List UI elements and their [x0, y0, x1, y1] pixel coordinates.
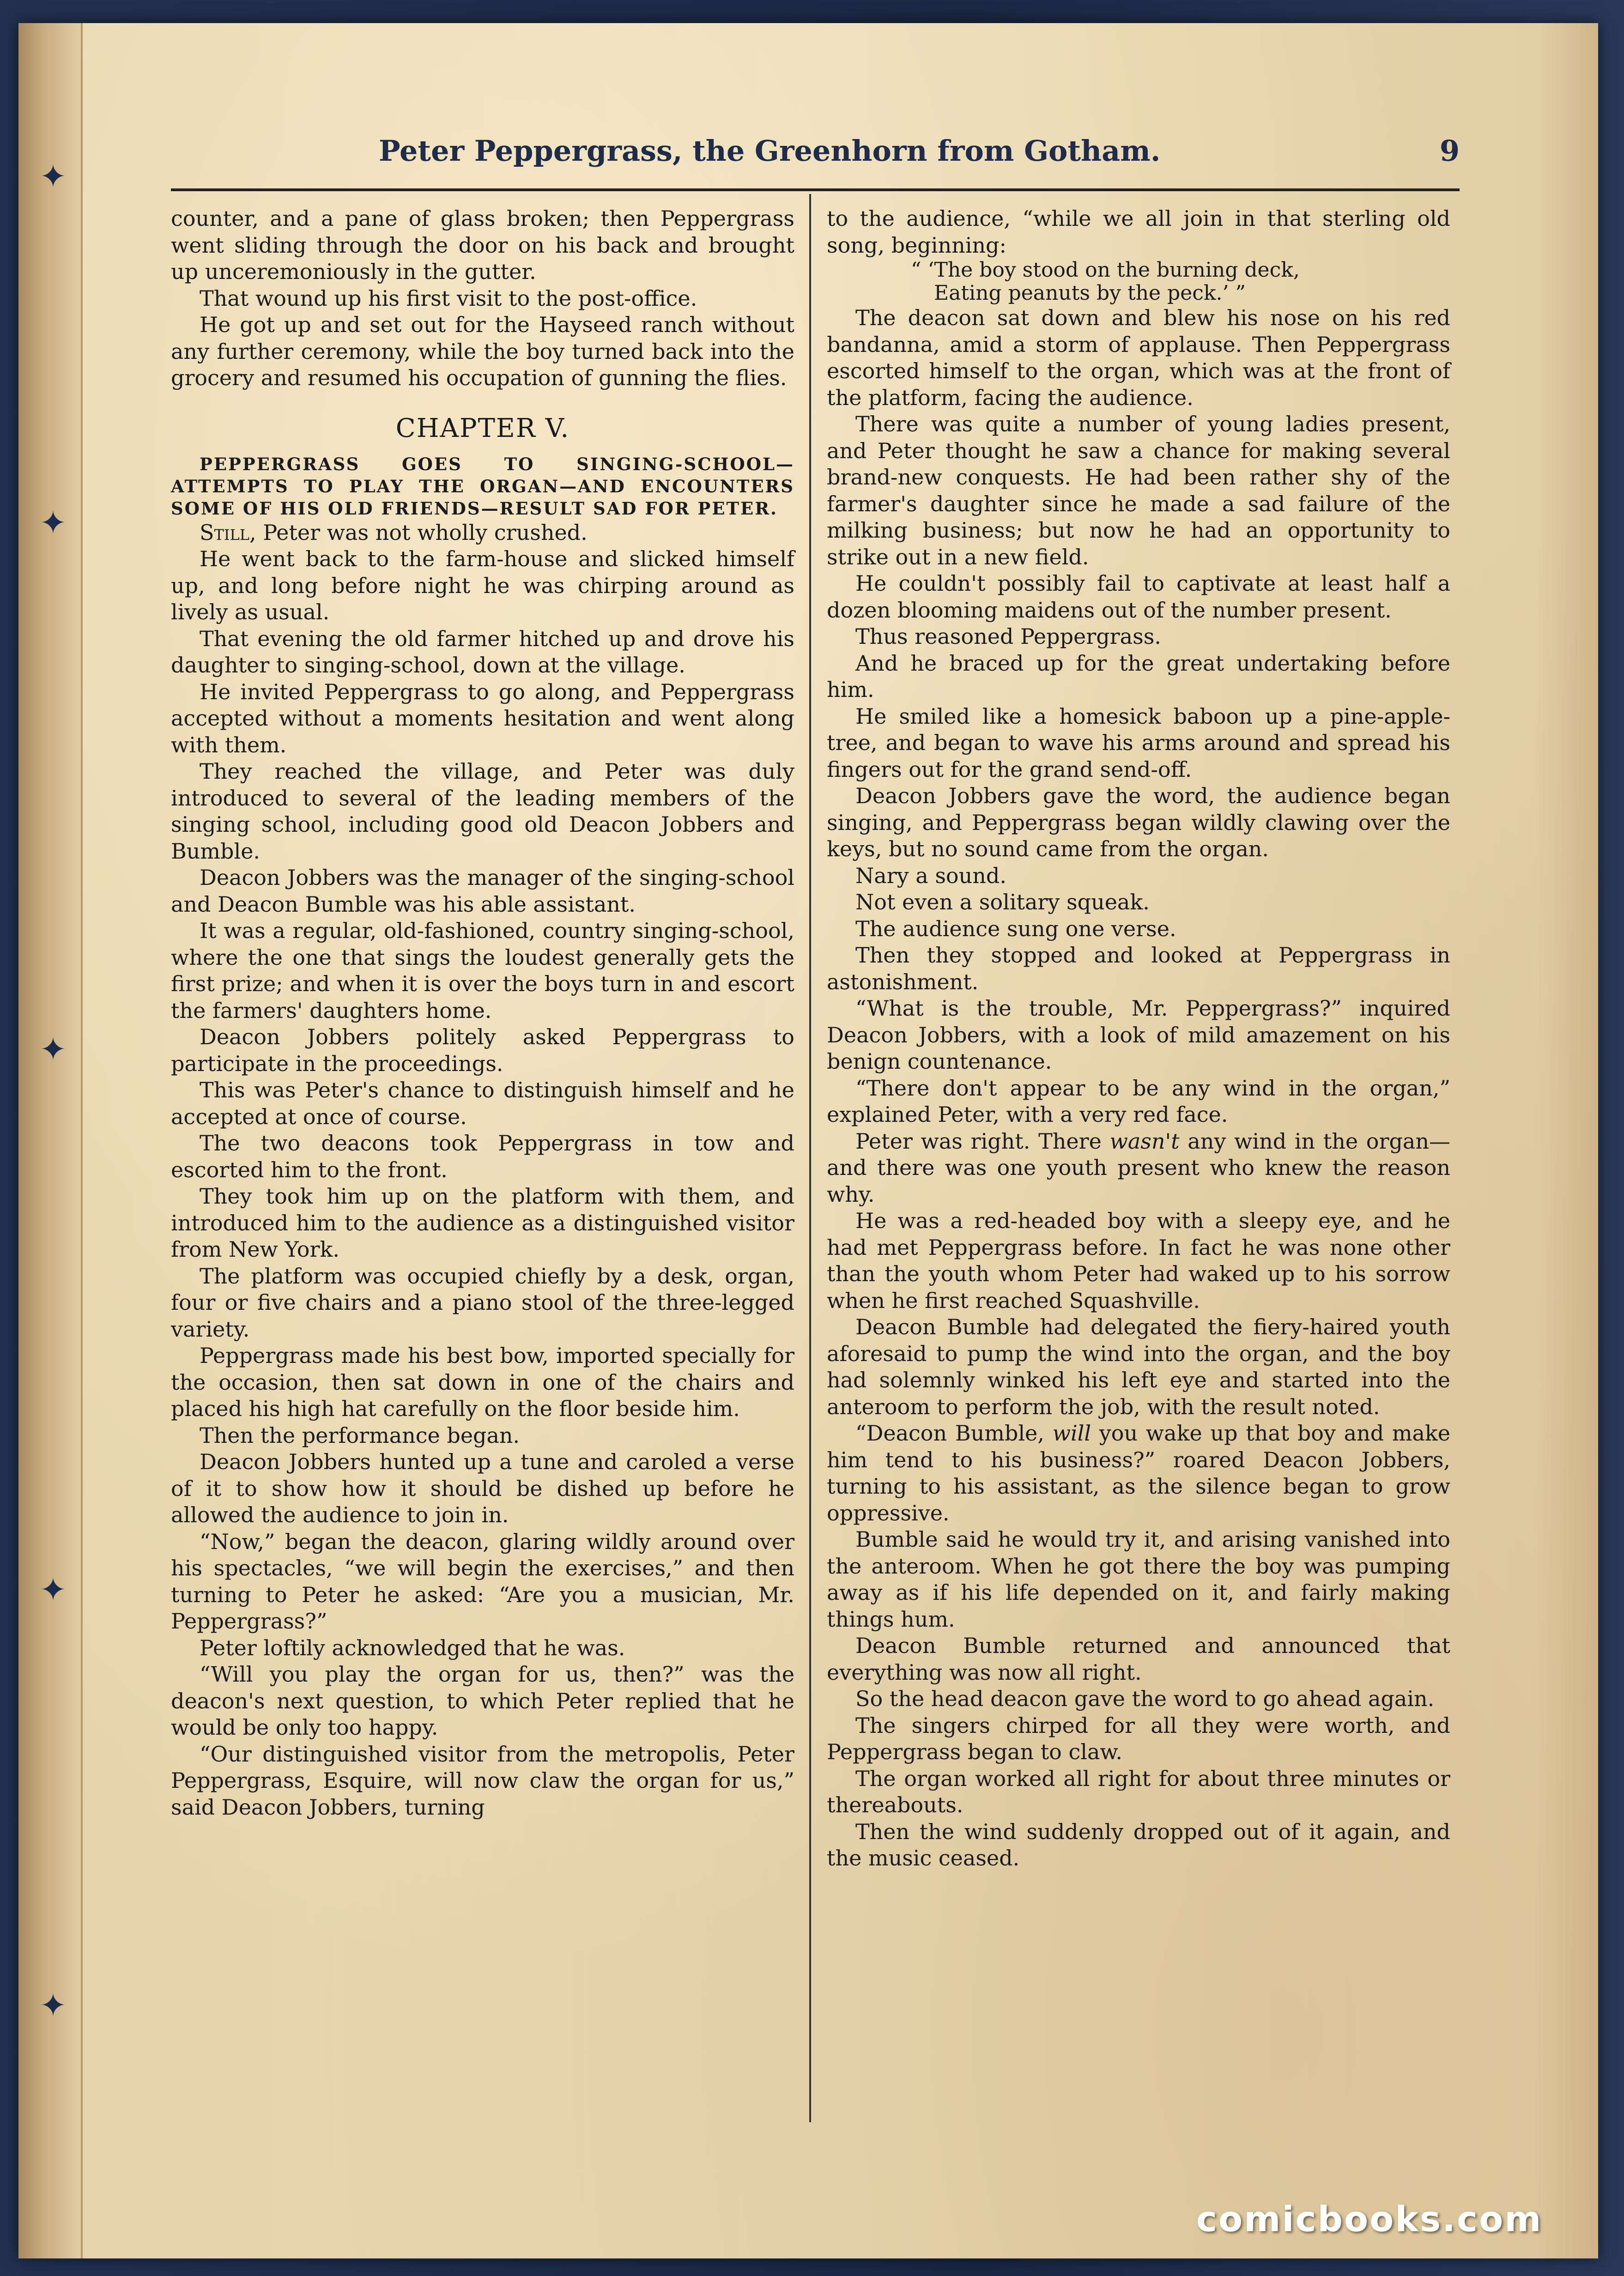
chapter-title: CHAPTER V. — [395, 413, 570, 443]
paragraph: There was quite a number of young ladies present, and Peter thought he saw a chance for making several brand-new conquests. He had been rather shy of the farmer's daughter since he made a sad failure of the milking business; but now he had an opportunity to strike out in a new field. — [827, 412, 1450, 569]
paragraph: That evening the old farmer hitched up and drove his daughter to singing-school, down at the village. — [171, 626, 794, 678]
paragraph: Then the performance began. — [200, 1422, 520, 1448]
paragraph: “What is the trouble, Mr. Peppergrass?” inquired Deacon Jobbers, with a look of mild amazement on his benign countenance. — [827, 996, 1450, 1074]
opening-rest: , Peter was not wholly crushed. — [249, 520, 588, 545]
staple-icon: ✦ — [39, 1030, 67, 1068]
paragraph: They reached the village, and Peter was duly introduced to several of the leading members of the singing school, including good old Deacon Jobbers and Bumble. — [171, 759, 794, 864]
paragraph: He was a red-headed boy with a sleepy eye, and he had met Peppergrass before. In fact he was none other than the youth whom Peter had waked up to his sorrow when he first reached Squashville. — [827, 1208, 1450, 1313]
watermark: comicbooks.com — [1196, 2198, 1543, 2240]
paragraph: The organ worked all right for about three minutes or thereabouts. — [827, 1766, 1450, 1817]
paragraph: They took him up on the platform with them, and introduced him to the audience as a distinguished visitor from New York. — [171, 1184, 794, 1262]
paragraph: counter, and a pane of glass broken; then Peppergrass went sliding through the door on his back and brought up unceremoniously in the gutter. — [171, 206, 794, 284]
paragraph: He went back to the farm-house and slicked himself up, and long before night he was chirping around as lively as usual. — [171, 546, 794, 624]
emphasis: will — [1052, 1421, 1091, 1446]
paragraph: The singers chirped for all they were worth, and Peppergrass began to claw. — [827, 1713, 1450, 1764]
staple-icon: ✦ — [39, 157, 67, 195]
paragraph: Deacon Jobbers politely asked Peppergrass to participate in the proceedings. — [171, 1024, 794, 1076]
paragraph: Peter loftily acknowledged that he was. — [200, 1635, 625, 1660]
header-rule — [171, 188, 1460, 191]
paragraph: That wound up his first visit to the post-office. — [200, 285, 697, 311]
paragraph: “Will you play the organ for us, then?” was the deacon's next question, to which Peter replied that he would be only too happy. — [171, 1662, 794, 1740]
paragraph: The deacon sat down and blew his nose on his red bandanna, amid a storm of applause. Then Peppergrass escorted himself to the organ, which was at the front of the platform, facing the audience. — [827, 305, 1450, 410]
paragraph: Deacon Jobbers hunted up a tune and caroled a verse of it to show how it should be dished up before he allowed the audience to join in. — [171, 1449, 794, 1527]
paragraph: Deacon Bumble returned and announced that everything was now all right. — [827, 1633, 1450, 1685]
paragraph — [827, 1128, 1450, 1208]
verse-line: “ ‘The boy stood on the burning deck, — [911, 258, 1300, 282]
paragraph: Peppergrass made his best bow, imported specially for the occasion, then sat down in one of the chairs and placed his high hat carefully on the floor beside him. — [171, 1343, 794, 1421]
paragraph: to the audience, “while we all join in that sterling old song, beginning: — [827, 206, 1450, 258]
paragraph: The platform was occupied chiefly by a desk, organ, four or five chairs and a piano stool of the three-legged variety. — [171, 1263, 794, 1342]
text-run: Peter was right. There — [855, 1128, 1110, 1154]
paragraph: Then they stopped and looked at Peppergrass in astonishment. — [827, 943, 1450, 994]
page-spine — [18, 23, 83, 2258]
staple-icon: ✦ — [39, 1986, 67, 2024]
paragraph: So the head deacon gave the word to go ahead again. — [855, 1686, 1435, 1711]
emphasis: wasn't — [1109, 1128, 1180, 1154]
paragraph: Then the wind suddenly dropped out of it again, and the music ceased. — [827, 1819, 1450, 1870]
running-header — [171, 125, 1460, 180]
running-title: Peter Peppergrass, the Greenhorn from Gotham. — [379, 134, 1161, 168]
paragraph: “Our distinguished visitor from the metropolis, Peter Peppergrass, Esquire, will now claw the organ for us,” said Deacon Jobbers, turning — [171, 1741, 794, 1820]
paragraph: Thus reasoned Peppergrass. — [855, 624, 1161, 649]
paragraph: This was Peter's chance to distinguish himself and he accepted at once of course. — [171, 1077, 794, 1129]
paragraph: Deacon Bumble had delegated the fiery-haired youth aforesaid to pump the wind into the organ, and the boy had solemnly winked his left eye and started into the anteroom to perform the job, with the result noted. — [827, 1314, 1450, 1419]
chapter-summary: PEPPERGRASS GOES TO SINGING-SCHOOL—ATTEMPTS TO PLAY THE ORGAN—AND ENCOUNTERS SOME OF HIS OLD FRIENDS—RESULT SAD FOR PETER. — [171, 454, 794, 519]
column-rule — [809, 194, 811, 2122]
paragraph: Deacon Jobbers gave the word, the audience began singing, and Peppergrass began wildly clawing over the keys, but no sound came from the organ. — [827, 783, 1450, 861]
right-column — [827, 206, 1450, 2122]
paragraph: Deacon Jobbers was the manager of the singing-school and Deacon Bumble was his able assistant. — [171, 865, 794, 917]
paragraph: Nary a sound. — [855, 863, 1006, 888]
paragraph: Bumble said he would try it, and arising vanished into the anteroom. When he got there the boy was pumping away as if his life depended on it, and fairly making things hum. — [827, 1527, 1450, 1632]
verse-line: Eating peanuts by the peck.’ ” — [934, 281, 1246, 305]
staple-icon: ✦ — [39, 504, 67, 542]
text-run: any wind in the organ—and there was one youth present who knew the reason why. — [827, 1128, 1450, 1207]
paragraph: Not even a solitary squeak. — [855, 890, 1150, 914]
paragraph: He got up and set out for the Hayseed ranch without any further ceremony, while the boy turned back into the grocery and resumed his occupation of gunning the flies. — [171, 312, 794, 390]
text-run: you wake up that boy and make him tend to his business?” roared Deacon Jobbers, turning to his assistant, as the silence began to grow oppressive. — [827, 1421, 1450, 1525]
paragraph: He couldn't possibly fail to captivate at least half a dozen blooming maidens out of the number present. — [827, 571, 1450, 623]
paragraph: He invited Peppergrass to go along, and Peppergrass accepted without a moments hesitation and went along with them. — [171, 679, 794, 757]
paragraph — [827, 1420, 1450, 1526]
opening-word: Still — [200, 520, 249, 545]
left-column — [171, 206, 794, 2122]
paragraph: “There don't appear to be any wind in the organ,” explained Peter, with a very red face. — [827, 1075, 1450, 1127]
text-run: “Deacon Bumble, — [855, 1421, 1053, 1446]
paragraph — [171, 520, 794, 546]
paragraph: The two deacons took Peppergrass in tow and escorted him to the front. — [171, 1131, 794, 1182]
page-number: 9 — [1439, 134, 1460, 168]
staple-icon: ✦ — [39, 1571, 67, 1609]
paragraph: The audience sung one verse. — [855, 916, 1176, 941]
paragraph: “Now,” began the deacon, glaring wildly around over his spectacles, “we will begin the exercises,” and then turning to Peter he asked: “Are you a musician, Mr. Peppergrass?” — [171, 1529, 794, 1634]
paragraph: It was a regular, old-fashioned, country singing-school, where the one that sings the loudest generally gets the first prize; and when it is over the boys turn in and escort the farmers' daughters home. — [171, 918, 794, 1023]
paragraph: He smiled like a homesick baboon up a pine-apple-tree, and began to wave his arms around and spread his fingers out for the grand send-off. — [827, 703, 1450, 782]
paragraph: And he braced up for the great undertaking before him. — [827, 650, 1450, 702]
